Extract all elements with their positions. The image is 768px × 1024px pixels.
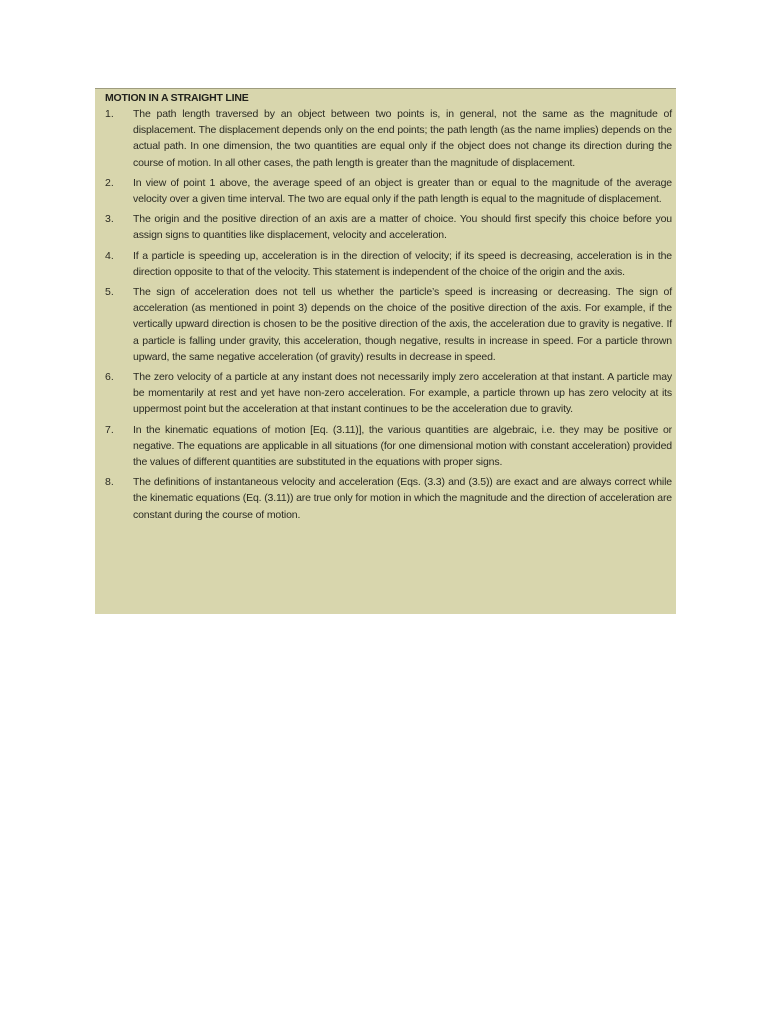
list-item <box>105 211 672 243</box>
point-text: The origin and the positive direction of an axis are a matter of choice. You should first specify this choice before you assign signs to quantities like displacement, velocity and acceleration. <box>133 213 672 242</box>
list-item <box>105 422 672 471</box>
point-number: 7. <box>105 423 114 436</box>
point-text: In the kinematic equations of motion [Eq. (3.11)], the various quantities are algebraic, i.e. they may be positive or negative. The equations are applicable in all situations (for one dimensional motion with constant acceleration) provided the values of different quantities are substituted in the equations with proper signs. <box>133 423 672 469</box>
point-number: 1. <box>105 108 114 120</box>
point-number: 3. <box>105 213 114 226</box>
list-item <box>105 284 672 365</box>
point-text: If a particle is speeding up, acceleration is in the direction of velocity; if its speed is decreasing, acceleration is in the direction opposite to that of the velocity. This statement is independent of the choice of the origin and the axis. <box>133 249 672 278</box>
section-title: MOTION IN A STRAIGHT LINE <box>105 92 249 104</box>
list-item <box>105 106 672 171</box>
list-item <box>105 474 672 523</box>
list-item <box>105 248 672 280</box>
point-text: The zero velocity of a particle at any instant does not necessarily imply zero acceleration at that instant. A particle may be momentarily at rest and yet have non-zero acceleration. For example, a particle thrown up has zero velocity at its uppermost point but the acceleration at that instant continues to be the acceleration due to gravity. <box>133 371 672 416</box>
point-number: 8. <box>105 476 114 489</box>
point-text: The definitions of instantaneous velocity and acceleration (Eqs. (3.3) and (3.5)) are exact and are always correct while the kinematic equations (Eq. (3.11)) are true only for motion in which the magnitude and the direction of acceleration are constant during the course of motion. <box>133 476 672 521</box>
points-list <box>105 106 672 523</box>
notes-panel <box>95 88 676 614</box>
point-text: The sign of acceleration does not tell us whether the particle’s speed is increasing or decreasing. The sign of acceleration (as mentioned in point 3) depends on the choice of the positive direction of the axis. For example, if the vertically upward direction is chosen to be the positive direction of the axis, the acceleration due to gravity is negative. If a particle is falling under gravity, this acceleration, though negative, results in increase in speed. For a particle thrown upward, the same negative acceleration (of gravity) results in decrease in speed. <box>133 286 672 363</box>
point-number: 6. <box>105 371 114 384</box>
point-number: 2. <box>105 176 114 189</box>
list-item <box>105 175 672 207</box>
point-text: The path length traversed by an object between two points is, in general, not the same as the magnitude of displacement. The displacement depends only on the end points; the path length (as the name implies) depends on the actual path. In one dimension, the two quantities are equal only if the object does not change its direction during the course of motion. In all other cases, the path length is greater than the magnitude of displacement. <box>133 108 672 169</box>
list-item <box>105 369 672 418</box>
point-number: 4. <box>105 249 114 262</box>
point-number: 5. <box>105 286 114 299</box>
point-text: In view of point 1 above, the average speed of an object is greater than or equal to the magnitude of the average velocity over a given time interval. The two are equal only if the path length is equal to the magnitude of displacement. <box>133 176 672 206</box>
